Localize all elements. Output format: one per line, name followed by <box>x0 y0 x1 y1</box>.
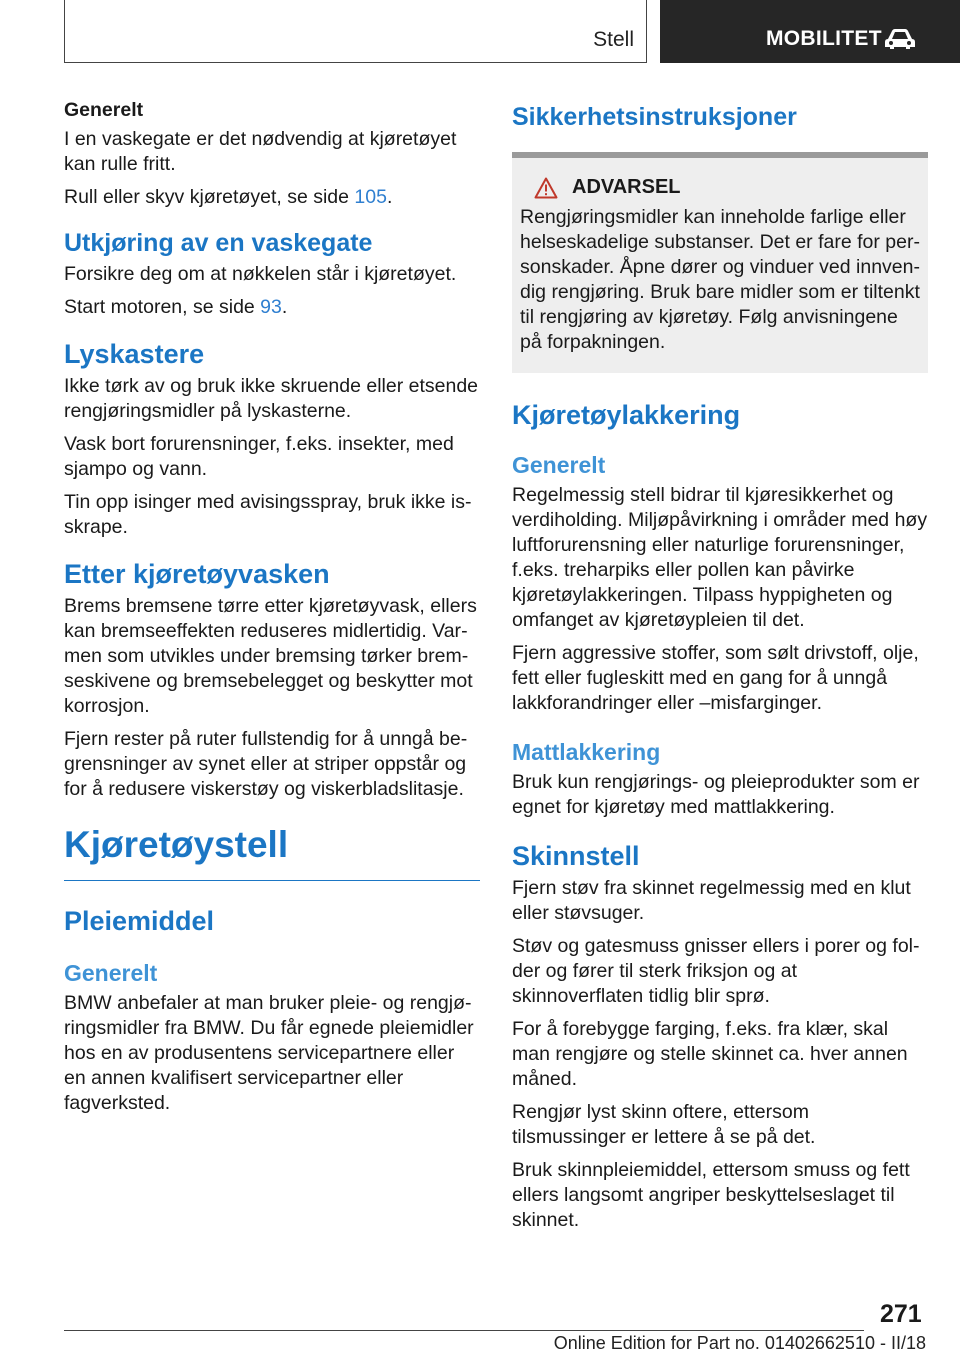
chapter-tab[interactable] <box>660 0 960 63</box>
text-span: . <box>281 296 288 318</box>
kjoretoystell-heading: Kjøretøystell <box>64 824 480 881</box>
sikkerhet-heading: Sikkerhetsinstruksjoner <box>512 103 797 131</box>
warning-title: ADVARSEL <box>572 176 681 198</box>
chapter-tab-label: MOBILITET <box>766 27 882 50</box>
text-span: Rull eller skyv kjøretøyet, se side <box>64 186 355 208</box>
pleiemiddel-paragraph-1: BMW anbefaler at man bruker pleie- og rengjøringsmidler fra BMW. Du får egnede pleiemidler hos en av produsentens servicepartnere eller en annen kvalifisert servicepartner eller fagverksted. <box>64 992 474 1114</box>
lyskastere-paragraph-2: Vask bort forurensninger, f.eks. insekter, med sjampo og vann. <box>64 433 454 480</box>
generelt-heading: Generelt <box>64 99 144 121</box>
warning-triangle-icon <box>534 177 558 199</box>
text-span: . <box>386 186 393 208</box>
generelt-paragraph-2 <box>64 185 480 210</box>
lakkering-generelt-heading: Generelt <box>512 452 606 478</box>
mattlakkering-heading: Mattlakkering <box>512 739 661 765</box>
page-link-105[interactable]: 105 <box>354 186 387 208</box>
car-icon <box>884 28 916 50</box>
lyskastere-paragraph-3: Tin opp isinger med avisingsspray, bruk ikke isskrape. <box>64 491 472 538</box>
footer-divider <box>64 1330 864 1331</box>
lyskastere-paragraph-1: Ikke tørk av og bruk ikke skruende eller etsende rengjøringsmidler på lyskasterne. <box>64 375 479 422</box>
pleiemiddel-generelt-heading: Generelt <box>64 960 158 986</box>
skinn-paragraph-3: For å forebygge farging, f.eks. fra klær, skal man rengjøre og stelle skinnet ca. hver annen måned. <box>512 1018 908 1090</box>
lyskastere-heading: Lyskastere <box>64 339 205 369</box>
warning-title-row <box>534 176 920 199</box>
etter-kjoretoyvasken-heading: Etter kjøretøyvasken <box>64 559 330 589</box>
etter-paragraph-1: Brems bremsene tørre etter kjøretøyvask, ellers kan bremseeffekten reduseres midlertidig. Varmen som utvikles under bremsing tørker bremseskivene og bremsebelegget og beskytter mot korrosjon. <box>64 595 477 717</box>
lakkering-paragraph-1: Regelmessig stell bidrar til kjøresikkerhet og verdiholding. Miljøpåvirkning i områder med høy luftforurensning eller naturlige forurensninger, f.eks. treharpiks eller pollen kan påvirke kjøretøylakkeringen. Tilpass hyppigheten og omfanget av kjøretøypleien til det. <box>512 484 928 631</box>
section-tab[interactable] <box>64 0 647 63</box>
warning-box <box>512 152 928 373</box>
skinn-paragraph-4: Rengjør lyst skinn oftere, ettersom tilsmussinger er lettere å se på det. <box>512 1101 816 1148</box>
matt-paragraph-1: Bruk kun rengjørings- og pleieprodukter som er egnet for kjøretøy med mattlakkering. <box>512 771 920 818</box>
skinn-paragraph-5: Bruk skinnpleiemiddel, ettersom smuss og fett ellers langsomt angriper beskyttelseslaget til skinnet. <box>512 1159 910 1231</box>
generelt-paragraph-1: I en vaskegate er det nødvendig at kjøretøyet kan rulle fritt. <box>64 128 457 175</box>
lakkering-heading: Kjøretøylakkering <box>512 400 741 430</box>
section-tab-label: Stell <box>593 28 634 51</box>
lakkering-paragraph-2: Fjern aggressive stoffer, som sølt drivstoff, olje, fett eller fugleskitt med en gang for å unngå lakkforandringer eller –misfarginger. <box>512 642 919 714</box>
skinn-paragraph-1: Fjern støv fra skinnet regelmessig med en klut eller støvsuger. <box>512 877 911 924</box>
edition-text: Online Edition for Part no. 01402662510 - II/18 <box>553 1333 926 1353</box>
right-column <box>512 98 928 1241</box>
etter-paragraph-2: Fjern rester på ruter fullstendig for å unngå begrensninger av synet eller at striper oppstår og for å redusere viskerstøy og viskerbladslitasje. <box>64 728 468 800</box>
page-number: 271 <box>880 1300 922 1328</box>
skinn-paragraph-2: Støv og gatesmuss gnisser ellers i porer og folder og fører til sterk friksjon og at skinnoverflaten tidlig blir sprø. <box>512 935 920 1007</box>
text-span: Start motoren, se side <box>64 296 261 318</box>
utkjoring-heading: Utkjøring av en vaskegate <box>64 229 373 257</box>
pleiemiddel-heading: Pleiemiddel <box>64 906 215 936</box>
utkjoring-paragraph-1: Forsikre deg om at nøkkelen står i kjøretøyet. <box>64 263 457 285</box>
warning-text: Rengjøringsmidler kan inneholde farlige eller helseskadelige substanser. Det er fare for personskader. Åpne dører og vinduer ved innvendig rengjøring. Bruk bare midler som er tiltenkt til rengjøring av kjøretøy. Følg anvisningene på forpakningen. <box>520 206 920 353</box>
page-link-93[interactable]: 93 <box>260 296 282 318</box>
utkjoring-paragraph-2 <box>64 295 480 320</box>
skinnstell-heading: Skinnstell <box>512 841 640 871</box>
left-column <box>64 98 480 1124</box>
